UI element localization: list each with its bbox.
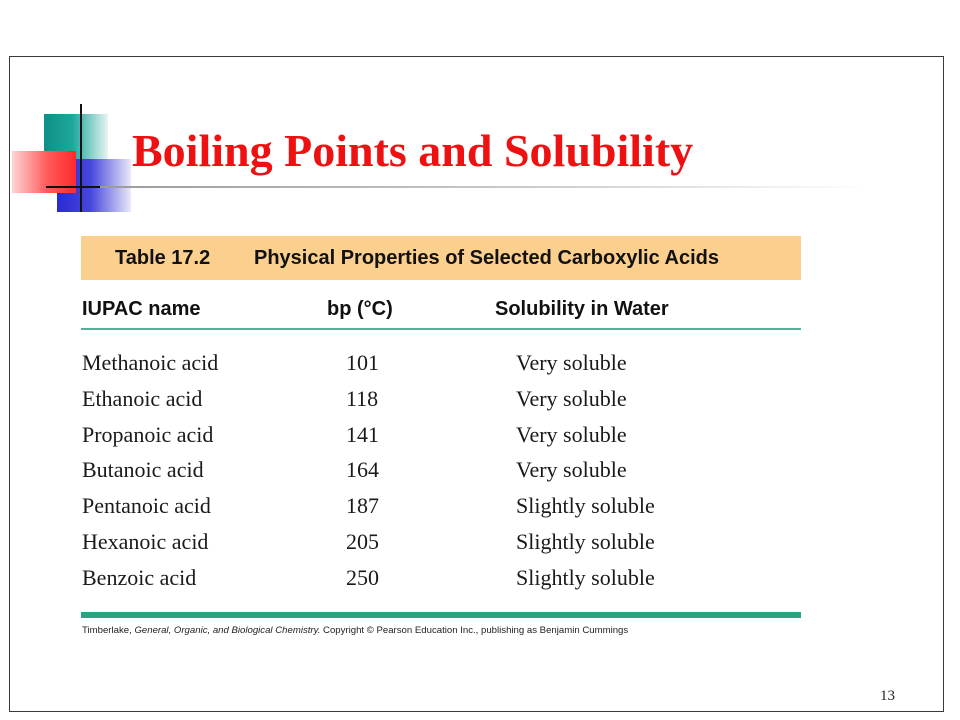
citation-book: General, Organic, and Biological Chemistry. [134, 625, 321, 636]
cell-bp: 141 [346, 421, 379, 447]
cell-bp: 101 [346, 350, 379, 375]
table-row [0, 563, 960, 599]
cell-solubility: Slightly soluble [516, 564, 655, 590]
title-underline [100, 186, 870, 188]
table-row [0, 455, 960, 491]
cell-bp: 205 [346, 528, 379, 554]
table-body [0, 348, 960, 599]
cell-solubility: Very soluble [516, 457, 627, 483]
cell-name: Propanoic acid [82, 421, 214, 447]
cell-name: Ethanoic acid [82, 385, 203, 411]
citation-copyright: Copyright © Pearson Education Inc., publishing as Benjamin Cummings [320, 625, 629, 636]
header-rule [81, 328, 801, 330]
table-banner [81, 236, 801, 280]
cell-name: Butanoic acid [82, 457, 204, 483]
slide-title: Boiling Points and Solubility [132, 125, 694, 176]
cell-bp: 187 [346, 493, 379, 519]
cell-solubility: Slightly soluble [516, 493, 655, 519]
cell-solubility: Very soluble [516, 350, 627, 375]
cell-name: Pentanoic acid [82, 493, 211, 519]
cell-solubility: Very soluble [516, 421, 627, 447]
cell-solubility: Very soluble [516, 385, 627, 411]
table-caption: Physical Properties of Selected Carboxylic Acids [254, 246, 719, 269]
citation [82, 625, 628, 636]
table-row [0, 384, 960, 420]
cell-solubility: Slightly soluble [516, 528, 655, 554]
cell-name: Hexanoic acid [82, 528, 209, 554]
cell-bp: 118 [346, 385, 379, 411]
cell-bp: 250 [346, 564, 379, 590]
table-row [0, 491, 960, 527]
citation-author: Timberlake, [82, 625, 135, 636]
table-bottom-rule [81, 612, 801, 618]
table-number: Table 17.2 [115, 246, 211, 269]
table-row [0, 527, 960, 563]
cell-name: Methanoic acid [82, 350, 219, 375]
header-boiling-point: bp (°C) [327, 298, 393, 320]
table-row [0, 348, 960, 384]
cell-name: Benzoic acid [82, 564, 197, 590]
logo-vertical-line [80, 104, 82, 212]
header-solubility: Solubility in Water [495, 298, 669, 320]
cell-bp: 164 [346, 457, 379, 483]
header-iupac-name: IUPAC name [82, 298, 201, 320]
table-row [0, 420, 960, 456]
page-number: 13 [880, 688, 895, 704]
